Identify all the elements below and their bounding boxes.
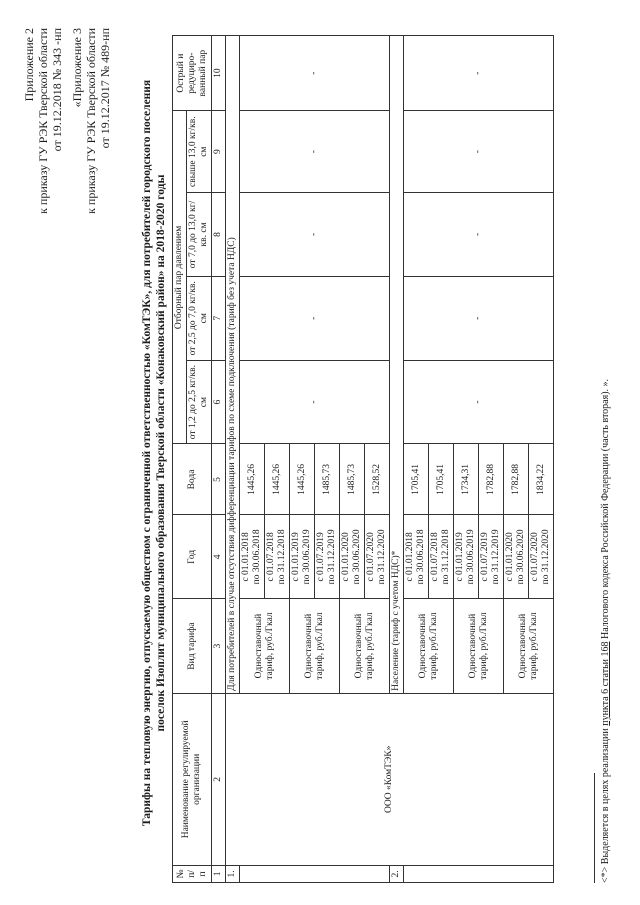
water-price: 1445,26: [240, 444, 265, 515]
dash-cell: -: [404, 111, 554, 193]
period-to: по 30.06.2018: [416, 529, 426, 585]
column-number: 6: [212, 360, 226, 444]
period-cell: [290, 515, 315, 599]
period-cell: [240, 515, 265, 599]
period-to: по 31.12.2018: [277, 529, 287, 585]
header-pressure-4: свыше 13,0 кг/кв. см: [187, 111, 212, 193]
period-from: с 01.01.2019: [291, 532, 301, 582]
period-from: с 01.07.2018: [266, 532, 276, 582]
section-label: Для потребителей в случае отсутствия дифференциации тарифов по схеме подключения (тариф без учета НДС): [226, 36, 240, 694]
dash-cell: -: [404, 193, 554, 277]
dash-cell: -: [404, 360, 554, 444]
header-steam: Отборный пар давлением: [173, 111, 187, 444]
period-to: по 31.12.2019: [491, 529, 501, 585]
water-price: 1782,88: [479, 444, 504, 515]
period-cell: [529, 515, 554, 599]
period-cell: [454, 515, 479, 599]
water-price: 1705,41: [404, 444, 429, 515]
footnote-text: <*> Выделяется в целях реализации: [600, 725, 611, 883]
header-pressure-1: от 1,2 до 2,5 кг/кв. см: [187, 360, 212, 444]
section-label: Население (тариф с учетом НДС)*: [390, 36, 404, 694]
period-from: с 01.07.2019: [316, 532, 326, 582]
period-to: по 30.06.2019: [302, 529, 312, 585]
period-from: с 01.07.2020: [530, 532, 540, 582]
dash-cell: -: [240, 276, 390, 360]
appendix-2-title: Приложение 2: [22, 28, 36, 102]
water-price: 1782,88: [504, 444, 529, 515]
title-line-2: поселок Изоплит муниципального образования Тверской области «Конаковский район» на 2018-2020 годы: [155, 174, 167, 732]
appendix-2-order: к приказу ГУ РЭК Тверской области: [36, 28, 50, 214]
empty-cell: [404, 865, 554, 882]
column-number: 4: [212, 515, 226, 599]
period-cell: [340, 515, 365, 599]
header-pressure-2: от 2,5 до 7,0 кг/кв. см: [187, 276, 212, 360]
title-line-1: Тарифы на тепловую энергию, отпускаемую обществом с ограниченной ответственностью «КомТЭК», для потребителей городского поселения: [141, 79, 153, 827]
period-from: с 01.07.2018: [430, 532, 440, 582]
period-to: по 30.06.2018: [252, 529, 262, 585]
period-from: с 01.07.2020: [366, 532, 376, 582]
tariff-kind: Одноставочный тариф, руб./Гкал: [340, 599, 390, 694]
tariff-kind: Одноставочный тариф, руб./Гкал: [454, 599, 504, 694]
appendix-3-header: [70, 28, 112, 214]
period-cell: [429, 515, 454, 599]
tariff-table: [172, 35, 554, 883]
appendix-3-date: от 19.12.2017 № 489-нп: [98, 28, 112, 149]
header-pressure-3: от 7,0 до 13,0 кг/кв. см: [187, 193, 212, 277]
period-cell: [265, 515, 290, 599]
period-cell: [365, 515, 390, 599]
tariff-kind: Одноставочный тариф, руб./Гкал: [290, 599, 340, 694]
section-number: 2.: [390, 865, 404, 882]
period-to: по 30.06.2020: [352, 529, 362, 585]
period-to: по 31.12.2020: [377, 529, 387, 585]
section-number: 1.: [226, 865, 240, 882]
water-price: 1485,73: [315, 444, 340, 515]
period-to: по 31.12.2020: [541, 529, 551, 585]
water-price: 1528,52: [365, 444, 390, 515]
period-to: по 30.06.2020: [516, 529, 526, 585]
period-cell: [479, 515, 504, 599]
water-price: 1734,31: [454, 444, 479, 515]
period-from: с 01.01.2018: [241, 532, 251, 582]
period-from: с 01.01.2020: [505, 532, 515, 582]
empty-cell: [240, 865, 390, 882]
section-row: [226, 36, 240, 883]
dash-cell: -: [240, 36, 390, 111]
column-number: 8: [212, 193, 226, 277]
water-price: 1485,73: [340, 444, 365, 515]
dash-cell: -: [240, 193, 390, 277]
period-cell: [315, 515, 340, 599]
period-to: по 31.12.2018: [441, 529, 451, 585]
tariff-kind: Одноставочный тариф, руб./Гкал: [240, 599, 290, 694]
period-from: с 01.07.2019: [480, 532, 490, 582]
footnote: [600, 379, 611, 883]
dash-cell: -: [240, 360, 390, 444]
appendix-3-title: «Приложение 3: [70, 28, 84, 108]
column-number-row: [212, 36, 226, 883]
table-body: [226, 36, 554, 883]
period-from: с 01.01.2019: [455, 532, 465, 582]
column-number: 5: [212, 444, 226, 515]
column-number: 3: [212, 599, 226, 694]
dash-cell: -: [240, 111, 390, 193]
dash-cell: -: [404, 276, 554, 360]
period-from: с 01.01.2018: [405, 532, 415, 582]
organization-name: ООО «КомТЭК»: [226, 693, 554, 865]
dash-cell: -: [404, 36, 554, 111]
column-number: 9: [212, 111, 226, 193]
appendix-3-order: к приказу ГУ РЭК Тверской области: [84, 28, 98, 214]
document-title: [140, 23, 168, 883]
footnote-law-link[interactable]: пункта 6 статьи 168: [600, 641, 611, 726]
column-number: 1: [212, 865, 226, 882]
water-price: 1834,22: [529, 444, 554, 515]
water-price: 1445,26: [290, 444, 315, 515]
tariff-kind: Одноставочный тариф, руб./Гкал: [404, 599, 454, 694]
water-price: 1705,41: [429, 444, 454, 515]
footnote-divider: [594, 773, 595, 883]
footnote-text: Налогового кодекса Российской Федерации (часть вторая). ».: [600, 378, 611, 642]
header-water: Вода: [173, 444, 212, 515]
header-year: Год: [173, 515, 212, 599]
period-to: по 31.12.2019: [327, 529, 337, 585]
period-cell: [404, 515, 429, 599]
appendix-2-date: от 19.12.2018 № 343 -нп: [50, 28, 64, 152]
header-sharp-steam: Острый и редуциро-ванный пар: [173, 36, 212, 111]
period-cell: [504, 515, 529, 599]
column-number: 2: [212, 693, 226, 865]
period-to: по 30.06.2019: [466, 529, 476, 585]
appendix-2-header: [22, 28, 64, 214]
header-number: № п/ п: [173, 865, 212, 882]
water-price: 1445,26: [265, 444, 290, 515]
column-number: 7: [212, 276, 226, 360]
header-tariff-kind: Вид тарифа: [173, 599, 212, 694]
header-organization: Наименование регулируемой организации: [173, 693, 212, 865]
period-from: с 01.01.2020: [341, 532, 351, 582]
tariff-kind: Одноставочный тариф, руб./Гкал: [504, 599, 554, 694]
column-number: 10: [212, 36, 226, 111]
